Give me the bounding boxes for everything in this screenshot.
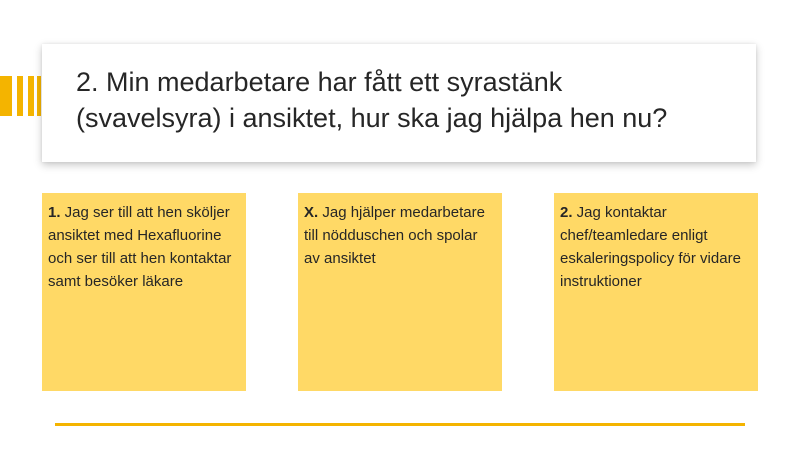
accent-bar: [0, 76, 12, 116]
option-text: Jag hjälper medarbetare till nödduschen och spolar av ansiktet: [304, 204, 485, 267]
option-number: 2.: [560, 204, 573, 221]
question-box: [42, 44, 756, 162]
accent-bar: [28, 76, 34, 116]
option-number: 1.: [48, 204, 61, 221]
option-text: Jag ser till att hen sköljer ansiktet med Hexafluorine och ser till att hen kontaktar samt besöker läkare: [48, 204, 232, 290]
accent-bar: [37, 76, 41, 116]
answer-option-x[interactable]: [298, 193, 502, 391]
bottom-divider: [55, 423, 745, 426]
question-line-2: (svavelsyra) i ansiktet, hur ska jag hjälpa hen nu?: [76, 103, 668, 133]
answer-option-2[interactable]: [554, 193, 758, 391]
option-text: Jag kontaktar chef/teamledare enligt eskaleringspolicy för vidare instruktioner: [560, 204, 741, 290]
accent-bar: [17, 76, 23, 116]
answer-option-1[interactable]: [42, 193, 246, 391]
question-line-1: 2. Min medarbetare har fått ett syrastänk: [76, 67, 563, 97]
title-accent-bars: [0, 76, 42, 116]
question-title: [76, 64, 728, 136]
option-number: X.: [304, 204, 319, 221]
